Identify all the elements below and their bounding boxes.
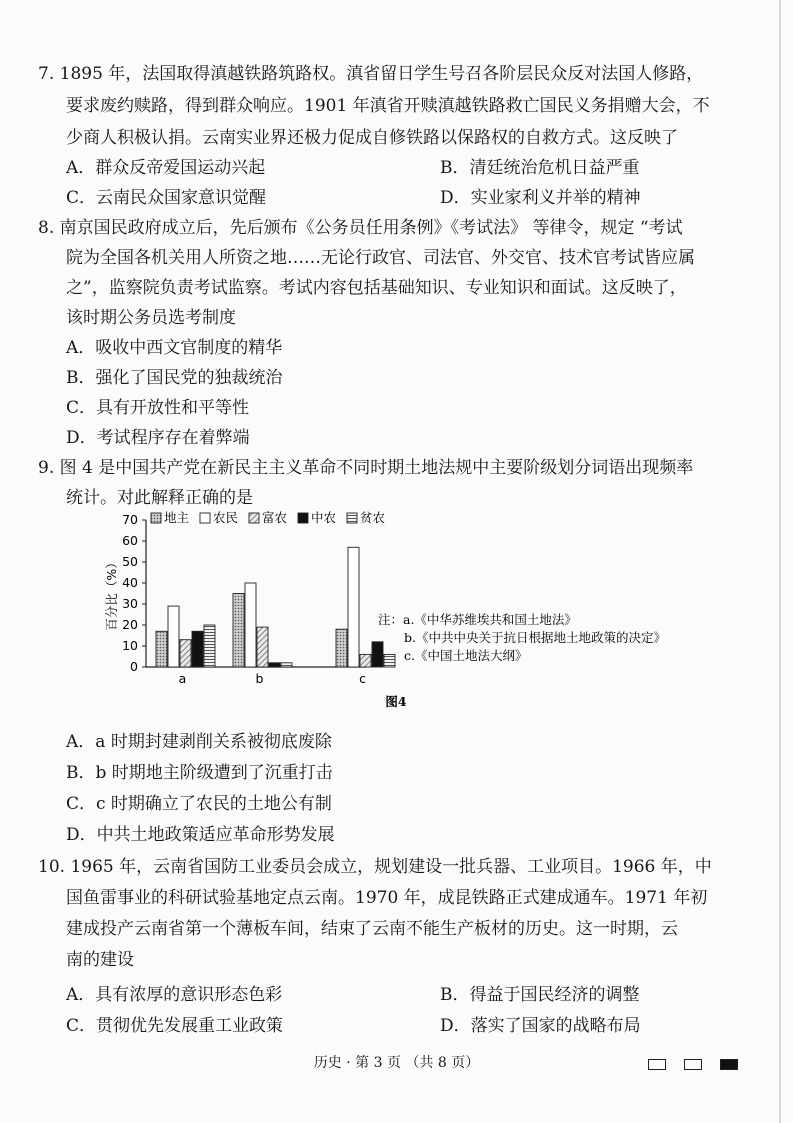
bar-b-1 — [245, 583, 256, 667]
question-9-line-2: 统计。对此解释正确的是 — [66, 488, 253, 508]
chart-legend — [151, 510, 386, 525]
question-8-line-2: 院为全国各机关用人所资之地……无论行政官、司法官、外交官、技术官考试皆应属 — [66, 248, 695, 268]
q9-option-a[interactable]: A．a 时期封建剥削关系被彻底废除 — [66, 732, 332, 752]
scan-edge — [779, 0, 781, 1123]
alignment-mark-filled-icon — [720, 1059, 738, 1070]
q8-option-a[interactable]: A．吸收中西文官制度的精华 — [66, 338, 283, 358]
bar-a-2 — [180, 640, 191, 667]
question-10-line-4: 南的建设 — [66, 950, 134, 970]
x-tick-label: c — [359, 671, 366, 686]
bar-b-0 — [233, 594, 244, 668]
bar-b-2 — [257, 627, 268, 667]
figure-caption: 图4 — [385, 694, 407, 709]
chart-notes — [378, 612, 666, 709]
q7-option-a[interactable]: A．群众反帝爱国运动兴起 — [66, 158, 266, 178]
bar-a-3 — [192, 631, 203, 667]
bar-b-3 — [269, 663, 280, 667]
legend-label: 富农 — [262, 510, 288, 525]
chart-note: 注：a.《中华苏维埃共和国土地法》 — [378, 612, 577, 627]
q8-option-b[interactable]: B．强化了国民党的独裁统治 — [66, 368, 283, 388]
legend-label: 中农 — [311, 510, 337, 525]
y-tick-label: 0 — [130, 659, 138, 674]
q10-option-d[interactable]: D．落实了国家的战略布局 — [440, 1016, 641, 1036]
y-tick-label: 30 — [122, 596, 138, 611]
question-8-line-4: 该时期公务员选考制度 — [66, 308, 236, 328]
q8-option-c[interactable]: C．具有开放性和平等性 — [66, 398, 250, 418]
bar-c-0 — [336, 629, 347, 667]
question-9-line-1: 9. 图 4 是中国共产党在新民主主义革命不同时期土地法规中主要阶级划分词语出现频率 — [38, 458, 694, 478]
y-axis-label: 百分比（%） — [104, 556, 119, 631]
q10-option-b[interactable]: B．得益于国民经济的调整 — [440, 985, 640, 1005]
chart-note: c.《中国土地法大纲》 — [404, 648, 528, 663]
q9-option-b[interactable]: B．b 时期地主阶级遭到了沉重打击 — [66, 763, 333, 783]
question-8-line-3: 之”，监察院负责考试监察。考试内容包括基础知识、专业知识和面试。这反映了， — [66, 278, 687, 298]
q7-option-d[interactable]: D．实业家利义并举的精神 — [440, 188, 641, 208]
y-tick-label: 70 — [122, 512, 138, 527]
question-7-line-1: 7. 1895 年，法国取得滇越铁路筑路权。滇省留日学生号召各阶层民众反对法国人修路， — [38, 64, 704, 84]
q10-option-c[interactable]: C．贯彻优先发展重工业政策 — [66, 1016, 284, 1036]
x-tick-label: b — [255, 671, 264, 686]
legend-swatch — [347, 513, 357, 523]
bar-c-1 — [348, 547, 359, 667]
figure-4-chart — [96, 505, 736, 720]
bar-c-4 — [384, 654, 395, 667]
legend-label: 农民 — [213, 510, 239, 525]
legend-label: 贫农 — [360, 510, 386, 525]
legend-swatch — [249, 513, 259, 523]
q10-option-a[interactable]: A．具有浓厚的意识形态色彩 — [66, 985, 283, 1005]
bar-a-4 — [204, 625, 215, 667]
legend-label: 地主 — [164, 510, 190, 525]
bar-b-4 — [281, 663, 292, 667]
question-10-line-1: 10. 1965 年，云南省国防工业委员会成立，规划建设一批兵器、工业项目。1966 年，中 — [38, 857, 712, 877]
alignment-mark-icon — [648, 1059, 666, 1070]
alignment-mark-icon — [684, 1059, 702, 1070]
y-tick-label: 60 — [122, 533, 138, 548]
y-tick-label: 40 — [122, 575, 138, 590]
x-tick-label: a — [178, 671, 187, 686]
bar-c-2 — [360, 654, 371, 667]
y-tick-label: 20 — [122, 617, 138, 632]
q9-option-d[interactable]: D．中共土地政策适应革命形势发展 — [66, 825, 335, 845]
bar-c-3 — [372, 642, 383, 667]
question-7-line-2: 要求废约赎路，得到群众响应。1901 年滇省开赎滇越铁路救亡国民义务捐赠大会，不 — [66, 96, 710, 116]
question-7-line-3: 少商人积极认捐。云南实业界还极力促成自修铁路以保路权的自救方式。这反映了 — [66, 128, 678, 148]
alignment-marks — [648, 1054, 756, 1073]
chart-bars — [156, 547, 395, 686]
bar-a-1 — [168, 606, 179, 667]
q9-option-c[interactable]: C．c 时期确立了农民的土地公有制 — [66, 794, 332, 814]
legend-swatch — [298, 513, 308, 523]
bar-a-0 — [156, 631, 167, 667]
chart-note: b.《中共中央关于抗日根据地土地政策的决定》 — [404, 630, 666, 645]
bar-chart-svg — [96, 505, 736, 720]
q7-option-b[interactable]: B．清廷统治危机日益严重 — [440, 158, 640, 178]
q7-option-c[interactable]: C．云南民众国家意识觉醒 — [66, 188, 267, 208]
y-tick-label: 10 — [122, 638, 138, 653]
q8-option-d[interactable]: D．考试程序存在着弊端 — [66, 428, 250, 448]
question-8-line-1: 8. 南京国民政府成立后，先后颁布《公务员任用条例》《考试法》 等律令，规定 “考试 — [38, 218, 683, 238]
y-tick-label: 50 — [122, 554, 138, 569]
question-10-line-3: 建成投产云南省第一个薄板车间，结束了云南不能生产板材的历史。这一时期，云 — [66, 919, 678, 939]
legend-swatch — [151, 513, 161, 523]
legend-swatch — [200, 513, 210, 523]
question-10-line-2: 国鱼雷事业的科研试验基地定点云南。1970 年，成昆铁路正式建成通车。1971 年初 — [66, 888, 708, 908]
page-footer: 历史 · 第 3 页 （共 8 页） — [313, 1055, 480, 1071]
